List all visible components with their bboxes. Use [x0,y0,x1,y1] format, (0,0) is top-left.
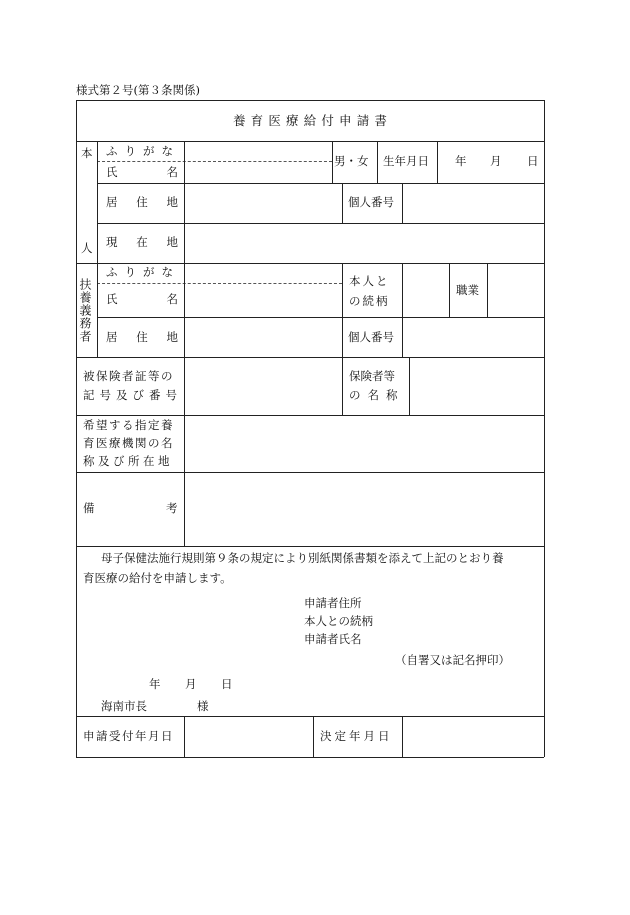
guardian-occupation-field[interactable] [488,264,543,316]
declaration-line1: 母子保健法施行規則第９条の規定により別紙関係書類を添えて上記のとおり養 [101,551,504,565]
remarks-field[interactable] [185,473,543,545]
addressee: 海南市長 [101,699,147,713]
institution-label-line1: 希望する指定養 [83,418,174,432]
form-number-label: 様式第２号(第３条関係) [76,83,200,97]
applicant-section-label-top: 本 [81,146,93,160]
insurance-card-number-field[interactable] [185,358,341,414]
guardian-address-field[interactable] [185,318,341,356]
addressee-honorific: 様 [197,699,209,713]
application-received-date-field[interactable] [185,717,312,756]
guardian-relation-label-line1: 本人と [349,274,390,288]
applicant-current-address-label: 現 在 地 [106,235,178,249]
guardian-relation-field[interactable] [403,264,448,316]
applicant-section-label-bottom: 人 [81,241,93,255]
remarks-label-left: 備 [83,501,95,515]
insurer-name-field[interactable] [410,358,543,414]
insurance-card-label-line2: 記号及び番号 [83,388,182,402]
declaration-applicant-name-field[interactable] [370,630,540,648]
birth-day-label: 日 [527,154,539,168]
decision-date-field[interactable] [403,717,543,756]
declaration-applicant-address-field[interactable] [370,594,540,612]
applicant-name-caption: 申請者氏名 [304,632,362,646]
applicant-address-field[interactable] [185,184,341,222]
applicant-name-label: 氏 名 [106,165,178,179]
application-day-label: 日 [221,677,233,691]
applicant-personal-number-field[interactable] [403,184,543,222]
relation-caption: 本人との続柄 [304,614,373,628]
institution-label-line2: 育医療機関の名 [83,436,174,450]
declaration-line2: 育医療の給付を申請します。 [83,571,232,585]
declaration-relation-field[interactable] [380,612,540,630]
insurer-name-label-line2: の名称 [349,388,405,402]
applicant-address-caption: 申請者住所 [304,596,362,610]
guardian-name-label: 氏 名 [106,292,178,306]
applicant-name-field[interactable] [185,162,331,182]
form-title: 養 育 医 療 給 付 申 請 書 [233,113,387,128]
applicant-furigana-label: ふりがな [106,144,180,158]
guardian-section-label: 扶養義務者 [78,278,92,343]
guardian-personal-number-field[interactable] [403,318,543,356]
application-received-date-label: 申請受付年月日 [83,729,174,743]
insurance-card-label-line1: 被保険者証等の [83,369,174,383]
applicant-address-label: 居 住 地 [106,195,178,209]
guardian-occupation-label: 職業 [456,283,479,297]
guardian-address-label: 居 住 地 [106,330,178,344]
applicant-personal-number-label: 個人番号 [348,195,394,209]
institution-field[interactable] [185,416,543,471]
application-year-label: 年 [149,677,161,691]
applicant-furigana-field[interactable] [185,142,331,160]
guardian-furigana-field[interactable] [185,264,341,282]
applicant-current-address-field[interactable] [185,224,543,262]
guardian-relation-label-line2: の続柄 [349,294,390,308]
decision-date-label: 決定年月日 [320,729,393,743]
guardian-furigana-label: ふりがな [106,265,180,279]
insurer-name-label-line1: 保険者等 [349,369,395,383]
birth-year-label: 年 [455,154,467,168]
birthdate-label: 生年月日 [383,154,429,168]
birth-month-label: 月 [490,154,502,168]
application-month-label: 月 [185,677,197,691]
gender-selector[interactable]: 男・女 [334,154,369,168]
institution-label-line3: 称及び所在地 [83,454,173,468]
guardian-name-field[interactable] [185,285,341,316]
guardian-personal-number-label: 個人番号 [348,330,394,344]
remarks-label-right: 考 [166,501,178,515]
signature-note: （自署又は記名押印） [395,653,510,667]
